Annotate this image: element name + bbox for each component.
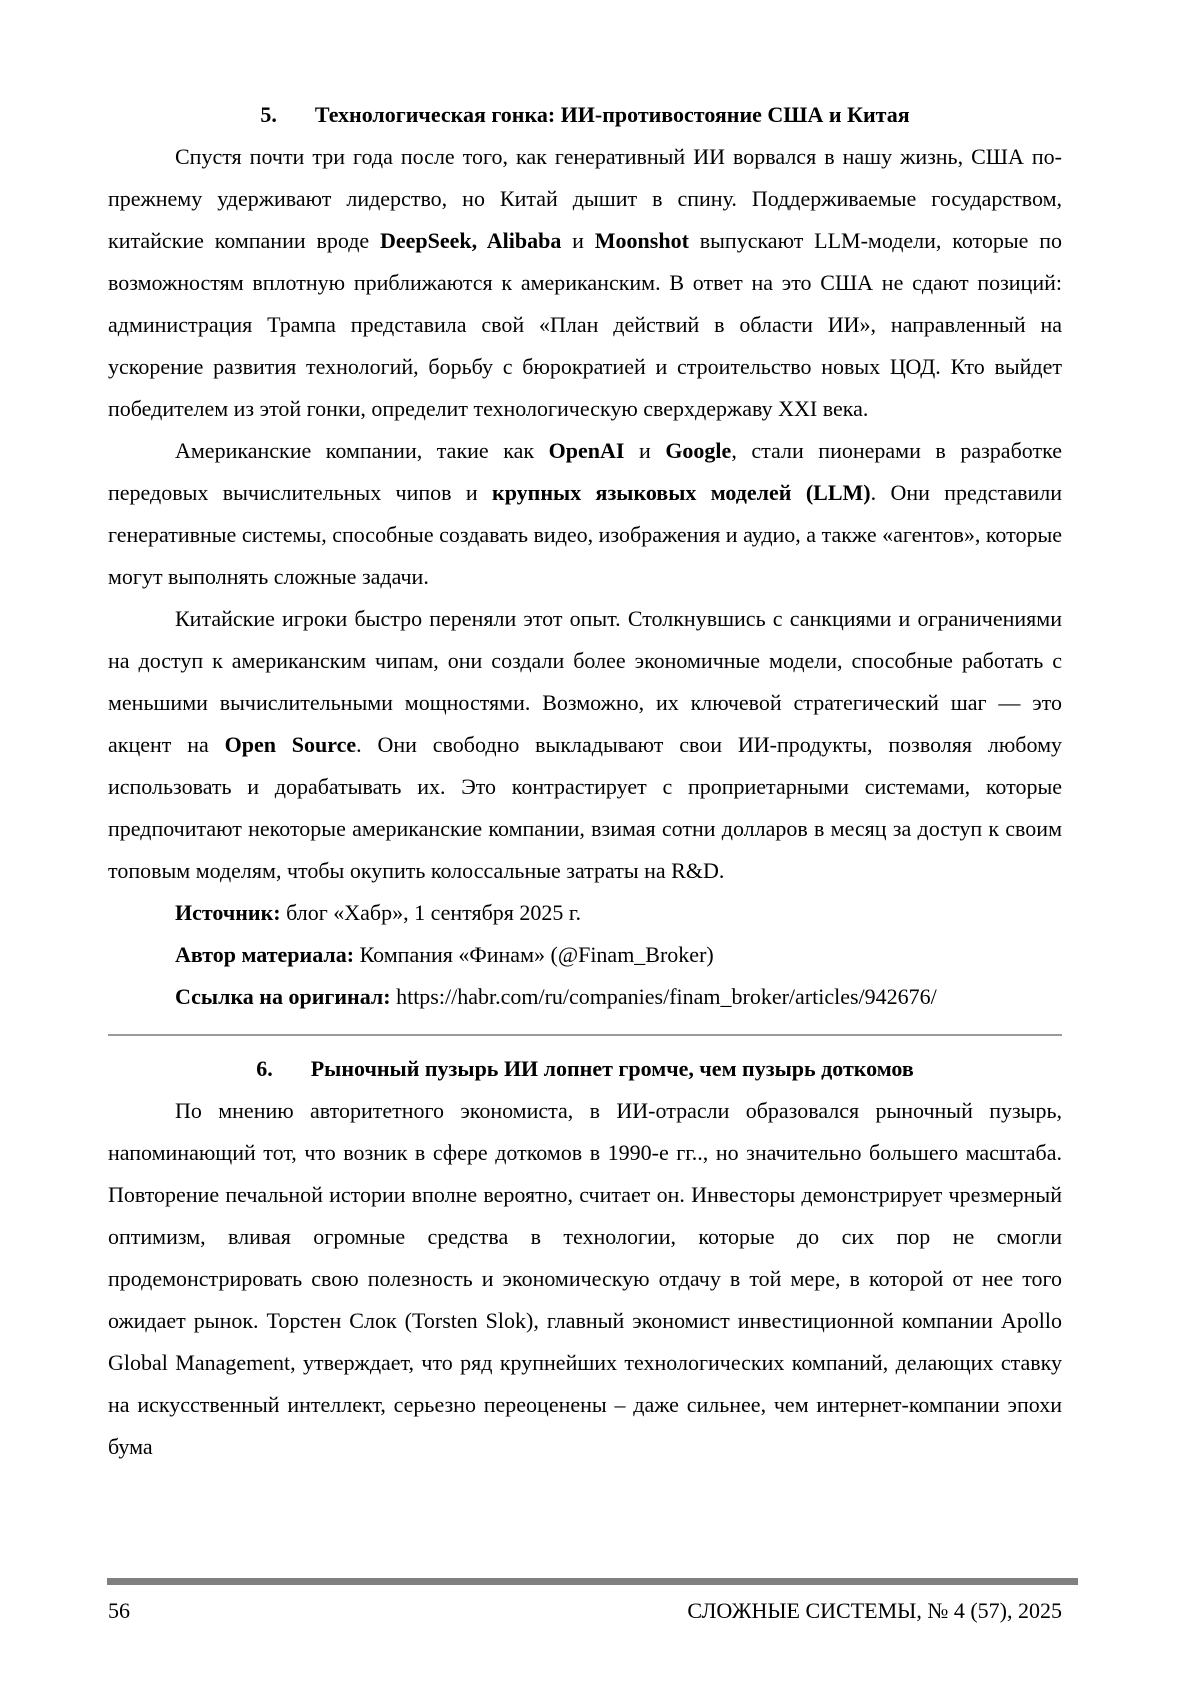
section-6-heading (108, 1048, 1062, 1090)
section-title: Технологическая гонка: ИИ-противостояние США и Китая (314, 102, 910, 127)
source-value: блог «Хабр», 1 сентября 2025 г. (280, 900, 581, 925)
source-line (108, 892, 1062, 934)
section-number: 6. (256, 1056, 273, 1081)
author-value: Компания «Финам» (@Finam_Broker) (354, 942, 714, 967)
link-value: https://habr.com/ru/companies/finam_broker/articles/942676/ (390, 984, 937, 1009)
page-number: 56 (108, 1598, 130, 1623)
section-number: 5. (260, 102, 277, 127)
journal-reference: СЛОЖНЫЕ СИСТЕМЫ, № 4 (57), 2025 (687, 1598, 1062, 1623)
section-title: Рыночный пузырь ИИ лопнет громче, чем пузырь доткомов (310, 1056, 914, 1081)
author-line (108, 934, 1062, 976)
link-label: Ссылка на оригинал: (175, 984, 391, 1009)
paragraph: Спустя почти три года после того, как генеративный ИИ ворвался в нашу жизнь, США по-прежнему удерживают лидерство, но Китай дышит в спину. Поддерживаемые государством, китайские компании вроде DeepSeek, Alibaba и Moonshot выпускают LLM-модели, которые по возможностям вплотную приближаются к американским. В ответ на это США не сдают позиций: администрация Трампа представила свой «План действий в области ИИ», направленный на ускорение развития технологий, борьбу с бюрократией и строительство новых ЦОД. Кто выйдет победителем из этой гонки, определит технологическую сверхдержаву XXI века. (108, 144, 1062, 421)
section-separator (108, 1034, 1062, 1036)
footer-rule (107, 1578, 1078, 1585)
footer (108, 1596, 1062, 1626)
paragraph: Китайские игроки быстро переняли этот опыт. Столкнувшись с санкциями и ограничениями на доступ к американским чипам, они создали более экономичные модели, способные работать с меньшими вычислительными мощностями. Возможно, их ключевой стратегический шаг — это акцент на Open Source. Они свободно выкладывают свои ИИ-продукты, позволяя любому использовать и дорабатывать их. Это контрастирует с проприетарными системами, которые предпочитают некоторые американские компании, взимая сотни долларов в месяц за доступ к своим топовым моделям, чтобы окупить колоссальные затраты на R&D. (108, 606, 1062, 883)
link-line (108, 976, 1062, 1018)
author-label: Автор материала: (175, 942, 355, 967)
source-label: Источник: (175, 900, 281, 925)
section-5 (108, 94, 1062, 1018)
section-6 (108, 1048, 1062, 1468)
section-5-heading (108, 94, 1062, 136)
paragraph: Американские компании, такие как OpenAI и Google, стали пионерами в разработке передовых вычислительных чипов и крупных языковых моделей (LLM). Они представили генеративные системы, способные создавать видео, изображения и аудио, а также «агентов», которые могут выполнять сложные задачи. (108, 438, 1063, 589)
paragraph: По мнению авторитетного экономиста, в ИИ-отрасли образовался рыночный пузырь, напоминающий тот, что возник в сфере доткомов в 1990-е гг.., но значительно большего масштаба. Повторение печальной истории вполне вероятно, считает он. Инвесторы демонстрирует чрезмерный оптимизм, вливая огромные средства в технологии, которые до сих пор не смогли продемонстрировать свою полезность и экономическую отдачу в той мере, в которой от нее того ожидает рынок. Торстен Слок (Torsten Slok), главный экономист инвестиционной компании Apollo Global Management, утверждает, что ряд крупнейших технологических компаний, делающих ставку на искусственный интеллект, серьезно переоценены – даже сильнее, чем интернет-компании эпохи бума (108, 1098, 1062, 1459)
